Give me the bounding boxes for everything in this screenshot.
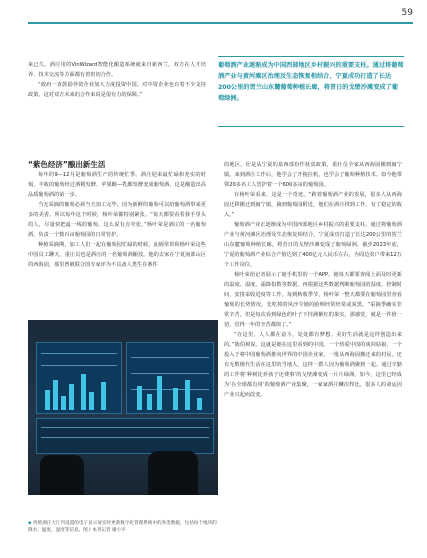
callout-top-rule: [218, 56, 404, 57]
body-paragraph: 在杨叶荣看来，这是一个奇迹。“跨着葡萄酒产业的发展，很多人从西海固迁移搬迁到闽宁镇，摘到葡萄园附近，他们在酒庄找到工作，有了稳定的收入。”: [224, 192, 402, 218]
body-paragraph: 每年的9—12月是葡萄酒生产的传统忙季。酒庄迎来最忙碌和充实的时刻，丰收的葡萄经过酒精发酵、苹果酸—乳酸发酵变成葡萄酒。这是酿造出高品质葡萄酒的第一步。: [28, 172, 206, 198]
caption-marker-icon: ◆: [28, 521, 32, 526]
callout-bottom-rule: [218, 126, 404, 127]
body-paragraph: 来已久。酒庄用的VinWizard智能化酿造系统就来自新西兰。双方在人才培养、技术交流等方面都有着密切合作。: [28, 62, 206, 78]
right-column: [224, 160, 402, 400]
winery-hall-photo: [28, 320, 218, 495]
person-silhouette: [40, 455, 84, 495]
photo-caption: [28, 520, 218, 534]
left-main-column: [28, 160, 206, 270]
body-paragraph: 种植采摘期，加工人们一起在葡萄园忙碌的时候，汕姆常常和杨叶荣这些中国员工聊天。重庄员也是酒庄的一名葡萄酒酿技。他的去家在宁夏南部山区的西海固，那里曾被联合国专家评为不具备人类生存条件: [28, 242, 206, 268]
body-paragraph: “政府一直鼓励外资企业加大力度投资中国。对中资企业也有着不少支持政策。这对双方未来的合作来说是很有力的保障。”: [28, 82, 206, 98]
body-paragraph: 葡萄酒产业正逐渐成为中国西部地区乡村振兴的重要支柱。通过将葡萄酒产业与黄河滩区治理及生态恢复相结合，宁夏成功打造了长达200公里的贺兰山东麓葡萄种植长廊，将昔日的戈壁沙滩变成了葡萄绿洲。截至2023年底，宁夏的葡萄酒产业综合产值达到了400亿元人民币左右，为周边农户带来12万个工作岗位。: [224, 222, 402, 268]
body-paragraph: “在这里，人人都在奋斗，处处都有梦想。美好生活就是这样创造出来的。”陈伯树说。这就是她在这里看到的中国。一个热爱中国的谈回姑娘、一个投入于将中国葡萄酒推向世界的中国企业家、一批从西海固搬迁来的村民，还有无数像代生活在这里的当地人，这样一群人因为葡萄酒聚到一起。通过辛勤的工作将‘种树比养孩子还费事’的戈壁滩变成一片片绿洲。如今，这里已经成为‘在全球都有用’的葡萄酒产业集聚，一家家酒庄鳞次栉比，很多人的命运因产业兴起而改变。: [224, 332, 402, 398]
page-number: 59: [401, 8, 413, 18]
caption-text: 西班酒庄大厅内设置的电子显示屏实时更新数字化管理系统中的各类数据，包括每个地块的降水、温度、湿度等信息。图 / 本刊记者 谢小平: [28, 521, 217, 533]
left-top-column: [28, 60, 206, 100]
person-silhouette: [148, 451, 198, 495]
pull-quote: 葡萄酒产业逐渐成为中国西部地区乡村振兴的重要支柱。通过将葡萄酒产业与黄河滩区治理及生态恢复相结合，宁夏成功打造了长达200公里的贺兰山东麓葡萄种植长廊，将昔日的戈壁沙滩变成了葡萄绿洲。: [218, 62, 404, 102]
body-paragraph: 的地区。壮是从宁夏的泉西部份作抚贫政策，重壮员全家从西海固搬到闽宁镇。来到酒庄工作后，他学会了开拖拉机，也学会了葡萄种植技术。如今他带领20多名工人管护着一个600多亩的葡萄园。: [224, 162, 402, 188]
data-display-screen: [36, 418, 214, 454]
header-rule: [28, 22, 413, 24]
data-display-screen: [36, 342, 122, 414]
data-display-screen: [126, 342, 214, 414]
body-paragraph: 当无采摘的葡萄必须当天加工完毕，因为新鲜的葡萄可以给葡萄酒带来更多的美香。所以每年这个时候，杨叶荣都特别紧张。“每天都要看着我手里头的人，尽量快把最一线的葡萄，这么说有点夸张。”杨叶荣是酒庄的一名葡萄酒。负责一个数百亩葡萄园的日常管护。: [28, 202, 206, 238]
body-paragraph: 杨叶荣给记者展示了她手机里的一个APP。她每天都要查阅上面及时更新的温度、湿度、霜降指数等数据，再根据这些数据判断葡萄园的湿度、控制时间，安排采收进度等工作。每到秋收季节，杨叶荣一整天都要在葡萄园里查看葡萄的长势情况，先吃掉的风沙令她的脸颊经常经常或炭黑。“采摘季确实非常辛苦，但是每次看到绿色的叶子下挂满紫红的果实，那感觉，就是一件值一切，觉得一年的辛苦都值了。”: [224, 272, 402, 328]
section-title: “紫色经济”酿出新生活: [28, 160, 106, 169]
